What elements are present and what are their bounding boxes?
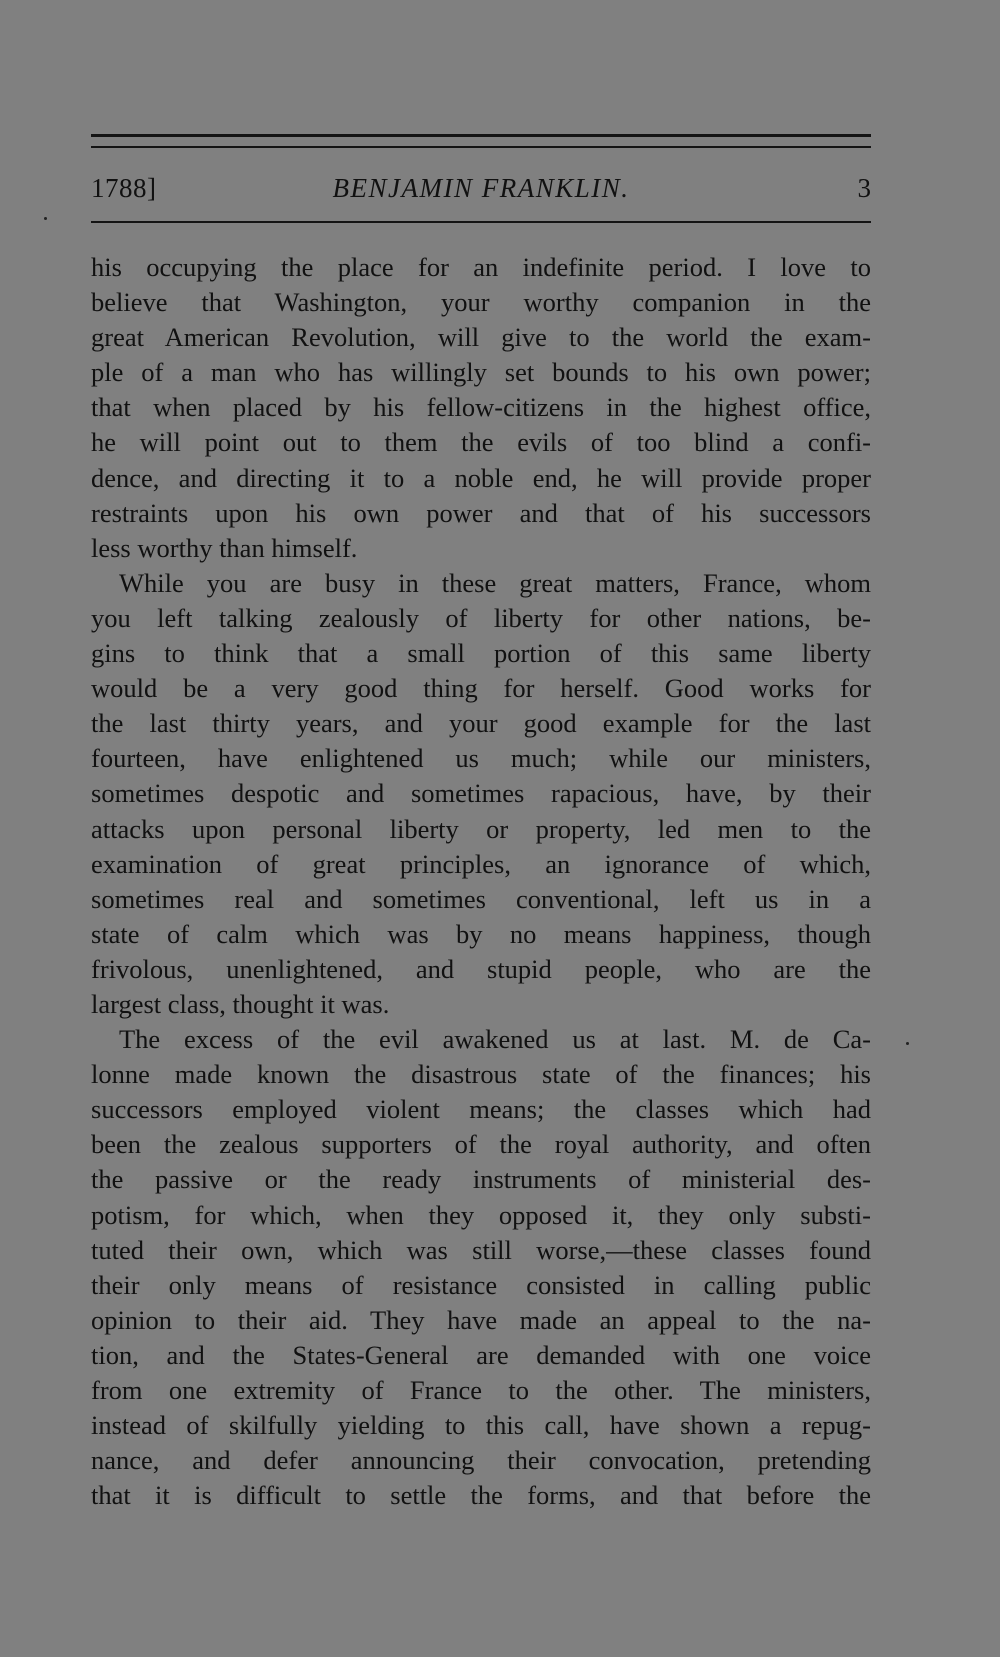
text-line: tuted their own, which was still worse,—these classes found xyxy=(91,1234,871,1265)
text-line: While you are busy in these great matters, France, whom xyxy=(119,567,871,598)
text-line: dence, and directing it to a noble end, he will provide proper xyxy=(91,462,871,493)
text-line: tion, and the States-General are demanded with one voice xyxy=(91,1339,871,1370)
text-line: opinion to their aid. They have made an appeal to the na- xyxy=(91,1304,871,1335)
text-line: sometimes real and sometimes conventional, left us in a xyxy=(91,883,871,914)
text-line: sometimes despotic and sometimes rapacious, have, by their xyxy=(91,778,871,809)
text-line: the passive or the ready instruments of ministerial des- xyxy=(91,1164,871,1195)
book-page xyxy=(91,0,871,1657)
text-line: attacks upon personal liberty or property, led men to the xyxy=(91,813,871,844)
running-head-title: BENJAMIN FRANKLIN. xyxy=(332,173,630,203)
text-line: less worthy than himself. xyxy=(91,532,358,563)
head-rule xyxy=(91,221,871,223)
running-head xyxy=(91,170,871,206)
text-line: ple of a man who has willingly set bounds to his own power; xyxy=(91,357,871,388)
text-line: successors employed violent means; the classes which had xyxy=(91,1094,871,1125)
text-line: gins to think that a small portion of this same liberty xyxy=(91,638,871,669)
text-line: been the zealous supporters of the royal authority, and often xyxy=(91,1129,871,1160)
text-line: frivolous, unenlightened, and stupid people, who are the xyxy=(91,953,871,984)
text-line: you left talking zealously of liberty for other nations, be- xyxy=(91,602,871,633)
text-line: restraints upon his own power and that of his successors xyxy=(91,497,871,528)
text-line: would be a very good thing for herself. Good works for xyxy=(91,673,871,704)
top-rule-thick xyxy=(91,134,871,137)
text-line: that it is difficult to settle the forms, and that before the xyxy=(91,1480,871,1511)
text-line: fourteen, have enlightened us much; while our ministers, xyxy=(91,743,871,774)
text-line: the last thirty years, and your good example for the last xyxy=(91,708,871,739)
text-line: his occupying the place for an indefinite period. I love to xyxy=(91,252,871,282)
text-line: great American Revolution, will give to the world the exam- xyxy=(91,322,871,353)
text-line: largest class, thought it was. xyxy=(91,988,390,1019)
text-line: state of calm which was by no means happiness, though xyxy=(91,918,871,949)
scan-speck xyxy=(906,1042,909,1045)
text-line: from one extremity of France to the other. The ministers, xyxy=(91,1375,871,1405)
text-line: that when placed by his fellow-citizens in the highest office, xyxy=(91,392,871,423)
scan-speck xyxy=(44,217,47,220)
text-line: lonne made known the disastrous state of the finances; his xyxy=(91,1059,871,1090)
text-line: their only means of resistance consisted in calling public xyxy=(91,1269,871,1300)
text-line: examination of great principles, an ignorance of which, xyxy=(91,848,871,879)
text-line: believe that Washington, your worthy companion in the xyxy=(91,287,871,318)
top-rule-thin xyxy=(91,146,871,148)
running-head-year: 1788] xyxy=(91,173,157,203)
text-line: nance, and defer announcing their convocation, pretending xyxy=(91,1445,871,1476)
paragraph xyxy=(91,1022,871,1513)
text-line: potism, for which, when they opposed it, they only substi- xyxy=(91,1199,871,1230)
paragraph xyxy=(91,250,871,566)
page-number: 3 xyxy=(857,173,871,203)
body-text xyxy=(91,250,871,1513)
paragraph xyxy=(91,566,871,1022)
text-line: The excess of the evil awakened us at last. M. de Ca- xyxy=(119,1024,871,1055)
text-line: he will point out to them the evils of too blind a confi- xyxy=(91,427,871,458)
text-line: instead of skilfully yielding to this call, have shown a repug- xyxy=(91,1410,871,1441)
